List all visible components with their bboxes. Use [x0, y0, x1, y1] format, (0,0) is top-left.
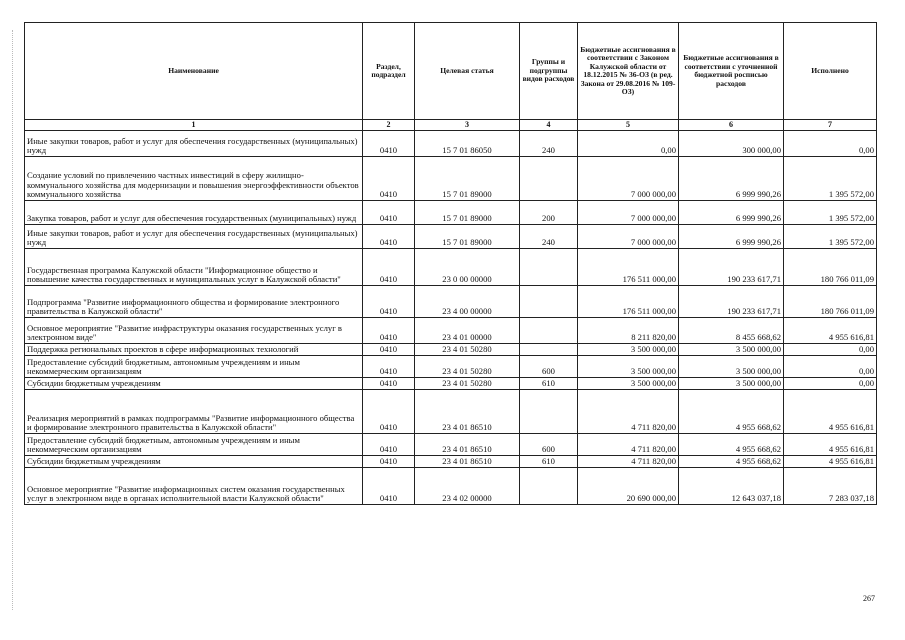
row-target: 23 4 02 00000: [415, 468, 520, 505]
table-header-row: [25, 23, 877, 120]
table-row: [25, 225, 877, 249]
row-budget-list: 190 233 617,71: [679, 249, 784, 286]
column-number: 2: [363, 120, 415, 131]
row-target: 15 7 01 89000: [415, 201, 520, 225]
row-budget-law: 8 211 820,00: [578, 318, 679, 344]
row-name: Государственная программа Калужской области "Информационное общество и повышение качества государственных и муниципальных услуг в Калужской области": [25, 249, 363, 286]
row-executed: 0,00: [784, 131, 877, 157]
header-name: Наименование: [25, 23, 363, 120]
row-budget-list: 4 955 668,62: [679, 390, 784, 434]
row-executed: 0,00: [784, 356, 877, 378]
row-budget-law: 4 711 820,00: [578, 434, 679, 456]
row-name: Закупка товаров, работ и услуг для обеспечения государственных (муниципальных) нужд: [25, 201, 363, 225]
row-name: Иные закупки товаров, работ и услуг для обеспечения государственных (муниципальных) нужд: [25, 131, 363, 157]
row-group: 610: [520, 456, 578, 468]
row-budget-law: 7 000 000,00: [578, 157, 679, 201]
row-target: 15 7 01 86050: [415, 131, 520, 157]
row-budget-list: 300 000,00: [679, 131, 784, 157]
table-row: [25, 286, 877, 318]
row-budget-list: 6 999 990,26: [679, 201, 784, 225]
row-group: [520, 318, 578, 344]
row-target: 23 4 01 86510: [415, 390, 520, 434]
row-name: Основное мероприятие "Развитие инфраструктуры оказания государственных услуг в электронном виде": [25, 318, 363, 344]
row-section: 0410: [363, 390, 415, 434]
column-number: 5: [578, 120, 679, 131]
table-row: [25, 434, 877, 456]
column-number: 1: [25, 120, 363, 131]
header-budget-law: Бюджетные ассигнования в соответствии с Законом Калужской области от 18.12.2015 № 36-ОЗ (в ред. Закона от 29.08.2016 № 109-ОЗ): [578, 23, 679, 120]
row-name: Субсидии бюджетным учреждениям: [25, 456, 363, 468]
row-name: Предоставление субсидий бюджетным, автономным учреждениям и иным некоммерческим организациям: [25, 356, 363, 378]
row-section: 0410: [363, 201, 415, 225]
row-group: [520, 468, 578, 505]
row-name: Поддержка региональных проектов в сфере информационных технологий: [25, 344, 363, 356]
row-target: 23 4 01 50280: [415, 356, 520, 378]
row-executed: 1 395 572,00: [784, 201, 877, 225]
column-number-row: [25, 120, 877, 131]
row-section: 0410: [363, 286, 415, 318]
row-section: 0410: [363, 249, 415, 286]
row-name: Субсидии бюджетным учреждениям: [25, 378, 363, 390]
row-target: 23 4 01 86510: [415, 456, 520, 468]
table-row: [25, 249, 877, 286]
row-executed: 4 955 616,81: [784, 318, 877, 344]
row-executed: 4 955 616,81: [784, 456, 877, 468]
row-budget-list: 3 500 000,00: [679, 344, 784, 356]
row-section: 0410: [363, 131, 415, 157]
table-row: [25, 390, 877, 434]
row-group: 600: [520, 434, 578, 456]
column-number: 6: [679, 120, 784, 131]
table-row: [25, 201, 877, 225]
row-group: 200: [520, 201, 578, 225]
row-target: 23 4 01 00000: [415, 318, 520, 344]
row-group: 610: [520, 378, 578, 390]
row-budget-list: 8 455 668,62: [679, 318, 784, 344]
row-executed: 0,00: [784, 344, 877, 356]
row-name: Создание условий по привлечению частных инвестиций в сферу жилищно-коммунального хозяйства для модернизации и повышения энергоэффективности объектов коммунального хозяйства: [25, 157, 363, 201]
row-name: Предоставление субсидий бюджетным, автономным учреждениям и иным некоммерческим организациям: [25, 434, 363, 456]
row-name: Реализация мероприятий в рамках подпрограммы "Развитие информационного общества и формирование электронного правительства в Калужской области": [25, 390, 363, 434]
row-budget-list: 4 955 668,62: [679, 434, 784, 456]
budget-table: [24, 22, 877, 505]
row-budget-list: 12 643 037,18: [679, 468, 784, 505]
row-section: 0410: [363, 468, 415, 505]
row-group: 240: [520, 225, 578, 249]
row-group: [520, 390, 578, 434]
row-budget-law: 176 511 000,00: [578, 249, 679, 286]
column-number: 7: [784, 120, 877, 131]
table-row: [25, 356, 877, 378]
row-executed: 1 395 572,00: [784, 225, 877, 249]
row-executed: 4 955 616,81: [784, 390, 877, 434]
table-row: [25, 468, 877, 505]
table-row: [25, 456, 877, 468]
row-executed: 0,00: [784, 378, 877, 390]
row-budget-list: 190 233 617,71: [679, 286, 784, 318]
page-number: 267: [863, 594, 875, 603]
table-row: [25, 378, 877, 390]
row-budget-law: 0,00: [578, 131, 679, 157]
header-groups: Группы и подгруппы видов расходов: [520, 23, 578, 120]
row-budget-law: 7 000 000,00: [578, 201, 679, 225]
table-body: [25, 131, 877, 505]
row-section: 0410: [363, 378, 415, 390]
row-target: 23 0 00 00000: [415, 249, 520, 286]
table-row: [25, 157, 877, 201]
row-executed: 180 766 011,09: [784, 286, 877, 318]
row-name: Иные закупки товаров, работ и услуг для обеспечения государственных (муниципальных) нужд: [25, 225, 363, 249]
row-budget-law: 4 711 820,00: [578, 390, 679, 434]
table-row: [25, 131, 877, 157]
row-budget-list: 4 955 668,62: [679, 456, 784, 468]
row-target: 15 7 01 89000: [415, 157, 520, 201]
row-group: [520, 344, 578, 356]
header-executed: Исполнено: [784, 23, 877, 120]
budget-table-sheet: [24, 22, 876, 505]
row-name: Подпрограмма "Развитие информационного общества и формирование электронного правительства в Калужской области": [25, 286, 363, 318]
row-budget-list: 3 500 000,00: [679, 378, 784, 390]
row-section: 0410: [363, 456, 415, 468]
row-group: [520, 249, 578, 286]
row-target: 23 4 01 50280: [415, 378, 520, 390]
row-budget-law: 3 500 000,00: [578, 344, 679, 356]
row-budget-list: 6 999 990,26: [679, 225, 784, 249]
row-budget-law: 176 511 000,00: [578, 286, 679, 318]
column-number: 3: [415, 120, 520, 131]
row-section: 0410: [363, 344, 415, 356]
page-margin-line: [12, 30, 13, 610]
row-group: [520, 286, 578, 318]
table-row: [25, 344, 877, 356]
row-target: 23 4 01 50280: [415, 344, 520, 356]
row-budget-law: 4 711 820,00: [578, 456, 679, 468]
row-section: 0410: [363, 157, 415, 201]
row-section: 0410: [363, 225, 415, 249]
row-budget-law: 7 000 000,00: [578, 225, 679, 249]
table-row: [25, 318, 877, 344]
row-executed: 4 955 616,81: [784, 434, 877, 456]
header-target: Целевая статья: [415, 23, 520, 120]
row-section: 0410: [363, 318, 415, 344]
row-target: 23 4 01 86510: [415, 434, 520, 456]
row-budget-law: 20 690 000,00: [578, 468, 679, 505]
row-budget-law: 3 500 000,00: [578, 356, 679, 378]
row-section: 0410: [363, 356, 415, 378]
header-section: Раздел, подраздел: [363, 23, 415, 120]
row-executed: 7 283 037,18: [784, 468, 877, 505]
row-executed: 180 766 011,09: [784, 249, 877, 286]
row-group: 600: [520, 356, 578, 378]
row-section: 0410: [363, 434, 415, 456]
row-budget-list: 6 999 990,26: [679, 157, 784, 201]
row-target: 23 4 00 00000: [415, 286, 520, 318]
row-executed: 1 395 572,00: [784, 157, 877, 201]
header-budget-list: Бюджетные ассигнования в соответствии с уточненной бюджетной росписью расходов: [679, 23, 784, 120]
row-group: 240: [520, 131, 578, 157]
row-group: [520, 157, 578, 201]
row-target: 15 7 01 89000: [415, 225, 520, 249]
row-budget-law: 3 500 000,00: [578, 378, 679, 390]
row-name: Основное мероприятие "Развитие информационных систем оказания государственных услуг в электронном виде в органах исполнительной власти Калужской области": [25, 468, 363, 505]
column-number: 4: [520, 120, 578, 131]
row-budget-list: 3 500 000,00: [679, 356, 784, 378]
